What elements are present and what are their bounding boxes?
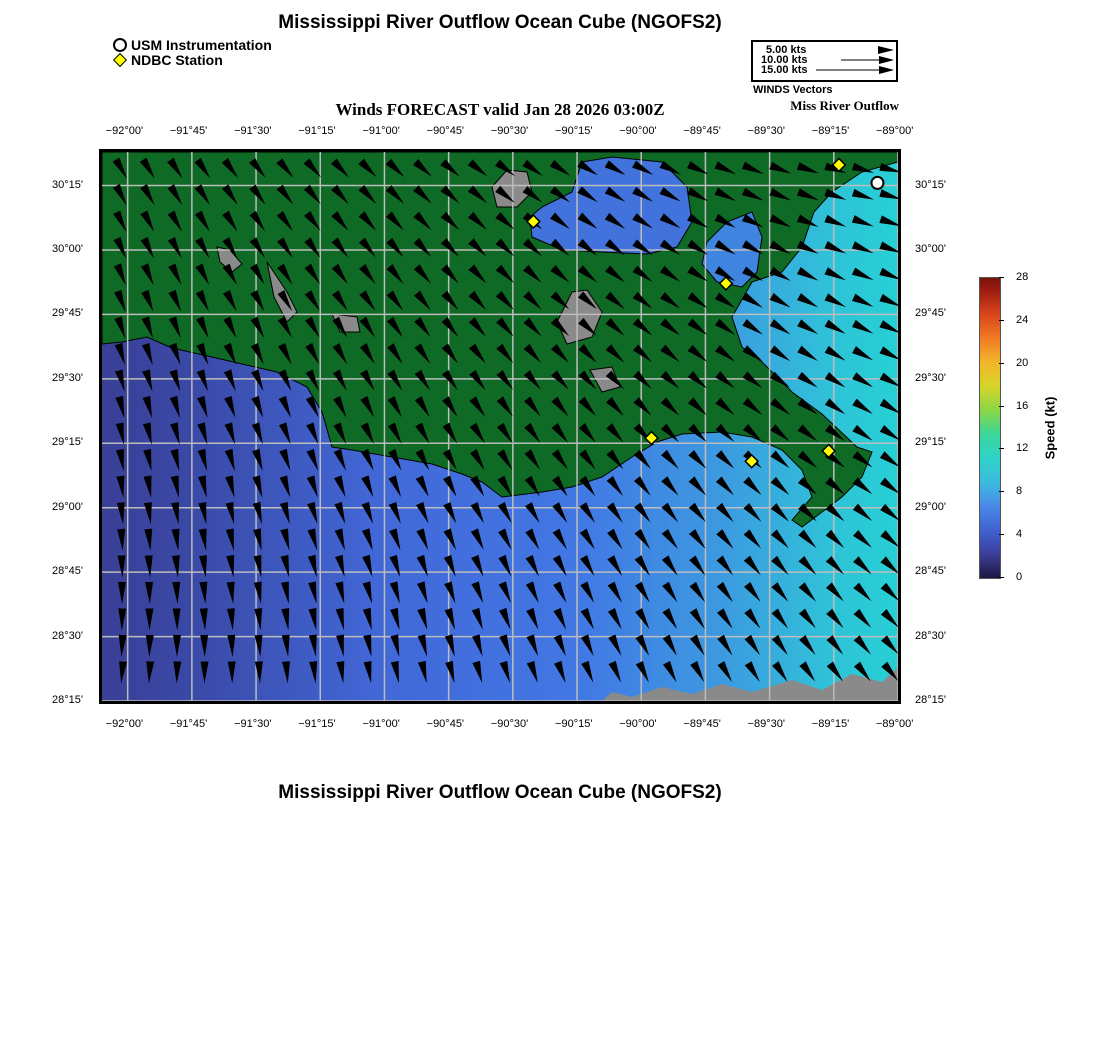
lon-tick-label-bottom: −90°30' (490, 718, 529, 730)
lon-tick-label-bottom: −91°15' (298, 718, 336, 730)
lat-tick-label-right: 29°45' (915, 307, 946, 320)
legend-usm-instrumentation (113, 37, 272, 53)
lon-tick-label-top: −91°30' (234, 125, 272, 137)
lon-tick-label-top: −89°00' (876, 125, 914, 137)
circle-marker-icon (113, 38, 127, 52)
colorbar-tick-label: 0 (1016, 571, 1023, 583)
colorbar-title: Speed (kt) (1042, 396, 1058, 460)
lat-tick-label-left: 30°15' (52, 178, 83, 191)
forecast-title: Winds FORECAST valid Jan 28 2026 03:00Z (335, 100, 665, 119)
legend-ndbc-station (113, 52, 223, 68)
lat-tick-label-left: 29°30' (52, 371, 83, 384)
wind-vector-key (751, 40, 898, 82)
map-panel[interactable] (99, 149, 901, 704)
lon-tick-label-bottom: −91°45' (169, 718, 208, 730)
lat-tick-label-left: 30°00' (52, 242, 83, 255)
lon-tick-label-top: −91°15' (298, 125, 336, 137)
colorbar-tick-label: 28 (1016, 271, 1029, 283)
colorbar-tick (999, 277, 1004, 278)
colorbar-tick (999, 577, 1004, 578)
lat-tick-label-right: 28°45' (915, 565, 946, 578)
lat-tick-label-left: 29°45' (52, 307, 83, 320)
lon-tick-label-top: −90°15' (555, 125, 593, 137)
lon-tick-label-bottom: −90°00' (619, 718, 657, 730)
colorbar-tick-label: 20 (1016, 356, 1029, 369)
lon-tick-label-top: −92°00' (105, 125, 144, 137)
lon-tick-label-top: −90°45' (426, 125, 465, 137)
lat-tick-label-left: 29°00' (52, 500, 83, 513)
colorbar-tick (999, 448, 1004, 449)
lon-tick-label-top: −90°00' (619, 125, 657, 137)
lat-tick-label-left: 28°45' (52, 565, 83, 578)
lon-tick-label-top: −91°45' (169, 125, 208, 137)
lon-tick-label-top: −89°30' (747, 125, 786, 137)
lon-tick-label-bottom: −90°15' (555, 718, 593, 730)
diamond-marker-icon (113, 53, 127, 67)
wind-map (102, 152, 898, 701)
lon-tick-label-bottom: −92°00' (105, 718, 144, 730)
lon-tick-label-top: −91°00' (362, 125, 400, 137)
lat-tick-label-right: 30°00' (915, 242, 946, 255)
vector-key-arrow-5 (878, 45, 896, 55)
vector-key-label-10: 10.00 kts (761, 54, 808, 66)
colorbar-tick (999, 534, 1004, 535)
lat-tick-label-right: 28°30' (915, 629, 946, 642)
lon-tick-label-bottom: −89°00' (876, 718, 914, 730)
legend-usm-label: USM Instrumentation (131, 37, 272, 53)
speed-colorbar (979, 277, 1001, 579)
colorbar-tick-label: 8 (1016, 485, 1023, 498)
colorbar-tick (999, 491, 1004, 492)
lon-tick-label-bottom: −89°15' (811, 718, 850, 730)
lat-tick-label-left: 28°15' (52, 694, 83, 706)
lon-tick-label-top: −89°15' (811, 125, 850, 137)
lat-tick-label-right: 29°00' (915, 500, 946, 513)
lon-tick-label-bottom: −89°30' (747, 718, 786, 730)
legend-ndbc-label: NDBC Station (131, 52, 223, 68)
map-title: Mississippi River Outflow Ocean Cube (NGOFS2) (278, 12, 722, 33)
lat-tick-label-left: 28°30' (52, 629, 83, 642)
colorbar-tick-label: 24 (1016, 313, 1029, 326)
lon-tick-label-bottom: −91°00' (362, 718, 400, 730)
lat-tick-label-right: 29°30' (915, 371, 946, 384)
vector-key-label-15: 15.00 kts (761, 64, 808, 76)
lat-tick-label-right: 29°15' (915, 436, 946, 449)
region-label: Miss River Outflow (790, 98, 899, 113)
lon-tick-label-top: −89°45' (683, 125, 721, 137)
colorbar-tick-label: 12 (1016, 442, 1029, 455)
lon-tick-label-bottom: −91°30' (234, 718, 272, 730)
vector-key-caption: WINDS Vectors (753, 84, 833, 96)
colorbar-tick-label: 16 (1016, 399, 1029, 412)
usm-instrument-marker[interactable] (871, 177, 883, 189)
lat-tick-label-left: 29°15' (52, 436, 83, 449)
vector-key-arrow-10 (841, 55, 896, 65)
lon-tick-label-bottom: −89°45' (683, 718, 721, 730)
vector-key-arrow-15 (816, 65, 896, 75)
colorbar-tick-label: 4 (1016, 528, 1023, 541)
lon-tick-label-bottom: −90°45' (426, 718, 465, 730)
colorbar-tick (999, 363, 1004, 364)
colorbar-tick (999, 406, 1004, 407)
vector-key-label-5: 5.00 kts (766, 44, 807, 56)
lat-tick-label-right: 30°15' (915, 178, 946, 191)
lon-tick-label-top: −90°30' (490, 125, 529, 137)
map-title-bottom: Mississippi River Outflow Ocean Cube (NGOFS2) (278, 782, 722, 803)
colorbar-tick (999, 320, 1004, 321)
lat-tick-label-right: 28°15' (915, 694, 946, 706)
